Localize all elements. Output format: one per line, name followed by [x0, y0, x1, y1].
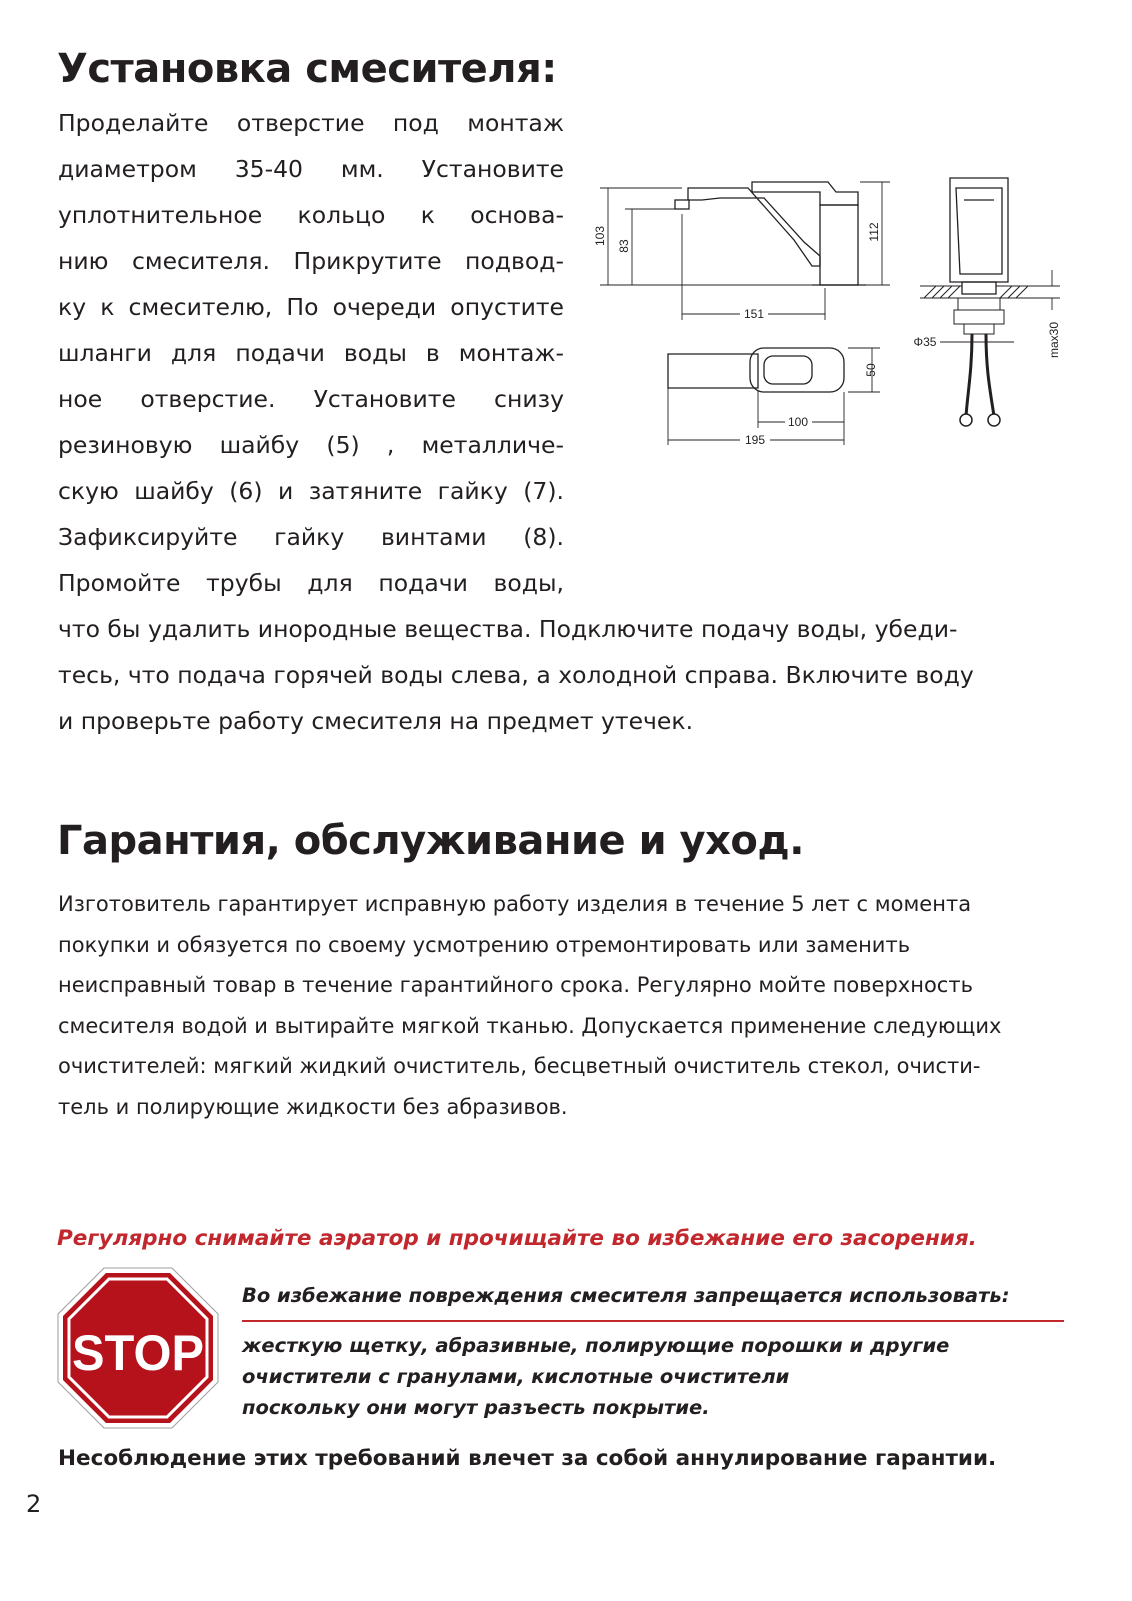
supply-hoses — [966, 334, 994, 416]
aerator-note: Регулярно снимайте аэратор и прочищайте во избежание его засорения. — [57, 1226, 977, 1251]
text-line: очистителей: мягкий жидкий очиститель, бесцветный очиститель стекол, очисти- — [58, 1054, 981, 1078]
install-text-narrow — [58, 100, 564, 606]
text-line: и проверьте работу смесителя на предмет утечек. — [58, 707, 694, 735]
stop-sign-label: STOP — [72, 1325, 204, 1381]
text-line: покупки и обязуется по своему усмотрению отремонтировать или заменить — [58, 932, 911, 957]
dim-50-label: 50 — [864, 363, 878, 377]
mounting-nut — [954, 310, 1004, 324]
text-line: тесь, что подача горячей воды слева, а холодной справа. Включите воду — [58, 661, 974, 689]
text-line: скую шайбу (6) и затяните гайку (7). — [58, 477, 564, 505]
dim-112-label: 112 — [867, 222, 881, 242]
text-line: жесткую щетку, абразивные, полирующие порошки и другие — [242, 1334, 950, 1357]
text-line: тель и полирующие жидкости без абразивов. — [58, 1094, 568, 1119]
prohibition-heading: Во избежание повреждения смесителя запрещается использовать: — [242, 1284, 1010, 1307]
warranty-void-note: Несоблюдение этих требований влечет за собой аннулирование гарантии. — [58, 1446, 997, 1471]
text-line: диаметром 35-40 мм. Установите — [58, 155, 564, 183]
prohibition-divider — [242, 1320, 1064, 1322]
text-line: ное отверстие. Установите снизу — [58, 385, 564, 413]
install-title: Установка смесителя: — [57, 46, 557, 92]
text-line: Зафиксируйте гайку винтами (8). — [58, 523, 564, 551]
text-line: смесителя водой и вытирайте мягкой тканью. Допускается применение следующих — [58, 1013, 1002, 1038]
text-line: резиновую шайбу (5) , металличе- — [58, 431, 564, 459]
warranty-text — [58, 884, 1001, 1127]
dim-max30-label: max30 — [1047, 321, 1061, 359]
prohibition-list — [242, 1330, 949, 1423]
text-line: очистители с гранулами, кислотные очистители — [242, 1365, 790, 1388]
dim-phi35-label: Φ35 — [913, 335, 937, 349]
spout-top — [668, 354, 758, 388]
base-front — [962, 282, 996, 294]
countertop — [920, 286, 1030, 298]
dim-100-label: 100 — [787, 415, 809, 429]
handle-front — [956, 188, 1002, 274]
text-line: Изготовитель гарантирует исправную работу изделия в течение 5 лет с момента — [58, 892, 972, 916]
install-text-wide — [58, 606, 974, 744]
text-line: ку к смесителю, По очереди опустите — [58, 293, 564, 321]
text-line: Промойте трубы для подачи воды, — [58, 569, 564, 597]
dim-195-label: 195 — [744, 433, 766, 447]
aerator-side — [675, 200, 689, 209]
dim-83-label: 83 — [617, 239, 631, 253]
faucet-body-front — [950, 178, 1008, 282]
text-line: поскольку они могут разъесть покрытие. — [242, 1396, 710, 1419]
text-line: Проделайте отверстие под монтаж — [58, 109, 564, 137]
dim-151-label: 151 — [743, 307, 765, 321]
text-line: что бы удалить инородные вещества. Подключите подачу воды, убеди- — [58, 615, 958, 643]
text-line: нию смесителя. Прикрутите подвод- — [58, 247, 564, 275]
faucet-dimension-drawing — [590, 170, 1070, 460]
stop-sign-icon — [56, 1266, 220, 1430]
text-line: уплотнительное кольцо к основа- — [58, 201, 564, 229]
dim-103-label: 103 — [593, 225, 607, 247]
page-number: 2 — [26, 1490, 42, 1518]
faucet-body-side — [820, 205, 858, 285]
handle-opening-top — [764, 356, 812, 384]
faucet-spout-side — [688, 188, 820, 266]
warranty-title: Гарантия, обслуживание и уход. — [57, 818, 804, 864]
text-line: шланги для подачи воды в монтаж- — [58, 339, 564, 367]
text-line: неисправный товар в течение гарантийного срока. Регулярно мойте поверхность — [58, 973, 973, 997]
